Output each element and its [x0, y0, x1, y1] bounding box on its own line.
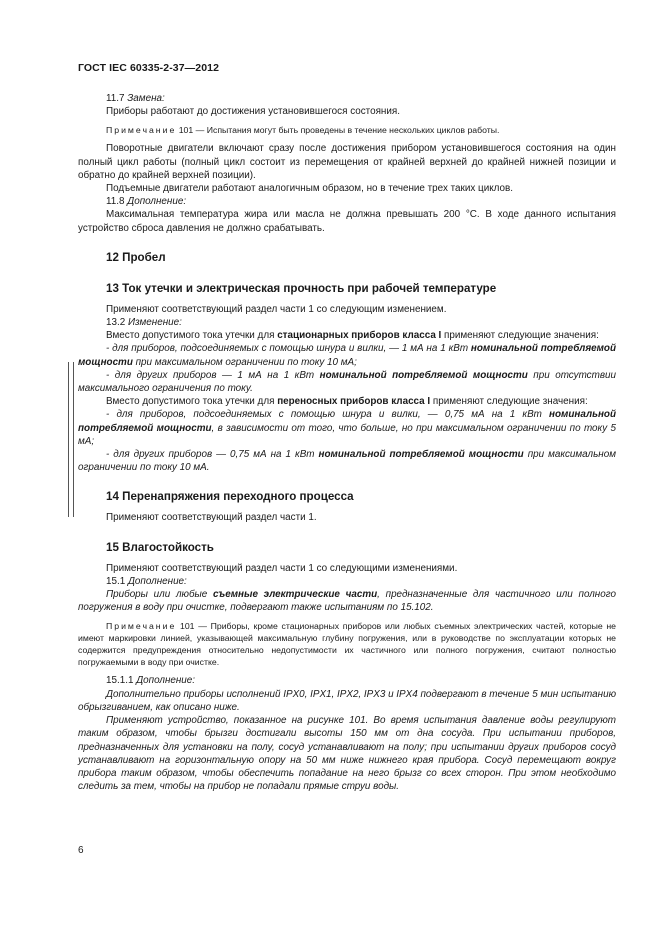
clause-15-1-text: Приборы или любые съемные электрические части, предназначенные для частичного или полного погружения в воду при очистке, подвергают также испытаниям по 15.102. [78, 589, 616, 614]
clause-15-1-heading: 15.1 Дополнение: [106, 575, 187, 587]
section-15-intro: Применяют соответствующий раздел части 1 со следующими изменениями. [106, 562, 458, 574]
section-14-title: 14 Перенапряжения переходного процесса [106, 490, 354, 504]
clause-11-8-heading: 11.8 Дополнение: [106, 196, 187, 208]
list-item: - для других приборов — 1 мА на 1 кВт номинальной потребляемой мощности при отсутствии максимального ограничения по току. [78, 369, 616, 395]
section-13-title: 13 Ток утечки и электрическая прочность при рабочей температуре [106, 281, 497, 295]
clause-11-7-text: Приборы работают до достижения установившегося состояния. [106, 106, 400, 118]
note-11-7: Примечание 101 — Испытания могут быть проведены в течение нескольких циклов работы. [106, 125, 500, 136]
clause-15-1-1-heading: 15.1.1 Дополнение: [106, 675, 196, 687]
clause-11-8-text: Максимальная температура жира или масла не должна превышать 200 °С. В ходе данного испытания устройство сброса давления не должно срабатывать. [78, 209, 616, 234]
paragraph-stationary: Вместо допустимого тока утечки для стационарных приборов класса I применяют следующие значения: [106, 330, 599, 342]
section-15-title: 15 Влагостойкость [106, 540, 214, 554]
paragraph-portable: Вместо допустимого тока утечки для переносных приборов класса I применяют следующие значения: [106, 396, 588, 408]
list-item: - для приборов, подсоединяемых с помощью шнура и вилки, — 0,75 мА на 1 кВт номинальной потребляемой мощности, в зависимости от того, что больше, но при максимальном ограничении по току 5 мА; [78, 409, 616, 447]
page-number: 6 [78, 845, 84, 856]
paragraph-spray-test: Применяют устройство, показанное на рисунке 101. Во время испытания давление воды регулируют таким образом, чтобы брызги достигали высоты 150 мм от дна сосуда. При испытании приборов, предназначенных для установки на полу, сосуд устанавливают на полу; при испытании других приборов сосуд устанавливают на горизонтальную опору на 50 мм ниже нижнего края прибора. Сосуд перемещают вокруг прибора таким образом, чтобы обеспечить попадание на него брызг со всех сторон. При этом необходимо следить за тем, чтобы на прибор не попадали прямые струи воды. [78, 715, 616, 793]
list-item: - для приборов, подсоединяемых с помощью шнура и вилки, — 1 мА на 1 кВт номинальной потребляемой мощности при максимальном ограничении по току 10 мА; [78, 343, 616, 368]
paragraph-rotary-motors: Поворотные двигатели включают сразу после достижения прибором установившегося состояния на один полный цикл работы (полный цикл состоит из перемещения от крайней верхней до крайней нижней позиции и обратно до крайней верхней позиции). [78, 143, 616, 181]
section-13-intro: Применяют соответствующий раздел части 1 со следующим изменением. [106, 303, 447, 315]
list-item: - для других приборов — 0,75 мА на 1 кВт номинальной потребляемой мощности при максимальном ограничении по току 10 мА. [78, 449, 616, 474]
clause-11-7-heading: 11.7 Замена: [106, 93, 165, 104]
document-header: ГОСТ IEC 60335-2-37—2012 [78, 62, 220, 74]
section-14-text: Применяют соответствующий раздел части 1. [106, 512, 317, 524]
section-12-title: 12 Пробел [106, 250, 166, 264]
note-15-1: Примечание 101 — Приборы, кроме стационарных приборов или любых съемных электрических частей, которые не имеют маркировки линией, указывающей максимальную глубину погружения, или в руководстве по эксплуатации которых не содержится предупреждения относительно недопустимости их частичного или полного погружения, считают полностью погружаемыми в воду при очистке. [78, 621, 616, 668]
clause-13-2-heading: 13.2 Изменение: [106, 317, 182, 329]
clause-15-1-1-text: Дополнительно приборы исполнений IPX0, IPX1, IPX2, IPX3 и IPX4 подвергают в течение 5 мин испытанию обрызгиванием, как описано ниже. [78, 688, 617, 713]
document-body [78, 92, 616, 793]
paragraph-lift-motors: Подъемные двигатели работают аналогичным образом, но в течение трех таких циклов. [106, 183, 514, 195]
change-bar [68, 362, 74, 517]
